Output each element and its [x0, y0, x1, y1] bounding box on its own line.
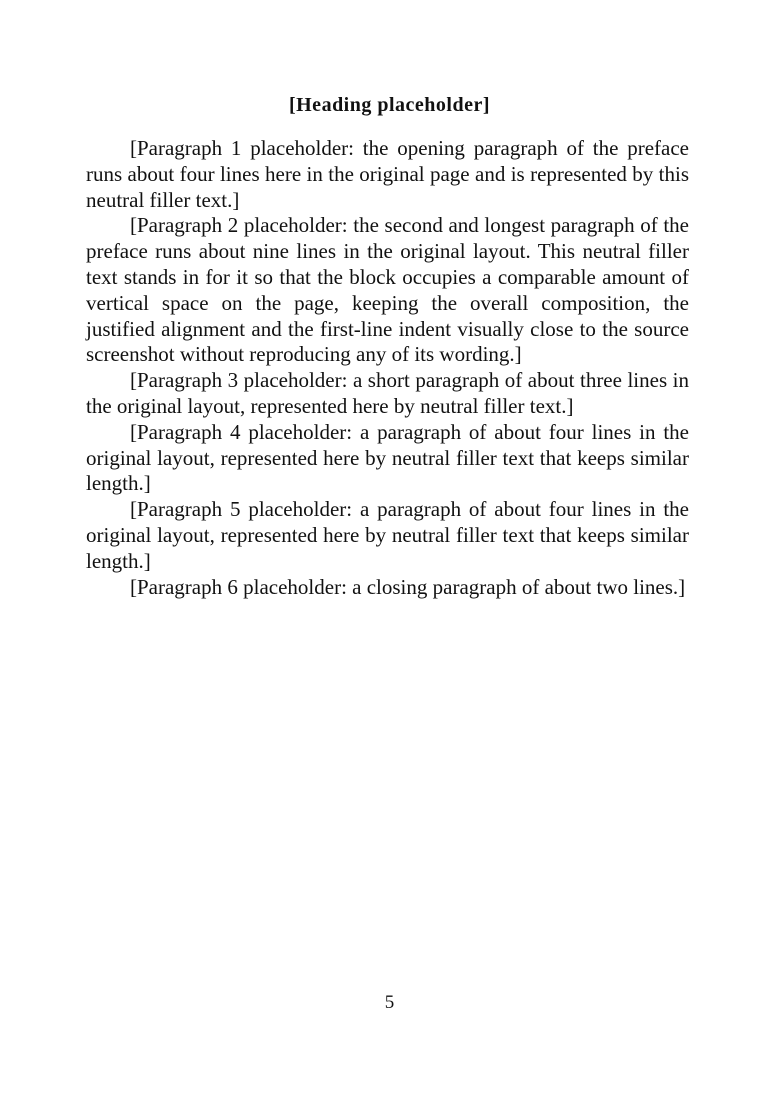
paragraph-3: [Paragraph 3 placeholder: a short paragraph of about three lines in the original layout, represented here by neutral filler text.] [86, 368, 689, 418]
page-title: [Heading placeholder] [288, 94, 491, 116]
page-number: 5 [384, 992, 395, 1013]
paragraph-6: [Paragraph 6 placeholder: a closing paragraph of about two lines.] [130, 574, 686, 599]
preface-body [86, 136, 689, 600]
paragraph-1: [Paragraph 1 placeholder: the opening paragraph of the preface runs about four lines here in the original page and is represented by this neutral filler text.] [86, 136, 689, 212]
paragraph-2: [Paragraph 2 placeholder: the second and longest paragraph of the preface runs about nine lines in the original layout. This neutral filler text stands in for it so that the block occupies a comparable amount of vertical space on the page, keeping the overall composition, the justified alignment and the first-line indent visually close to the source screenshot without reproducing any of its wording.] [86, 213, 689, 367]
paragraph-4: [Paragraph 4 placeholder: a paragraph of about four lines in the original layout, represented here by neutral filler text that keeps similar length.] [86, 419, 689, 496]
paragraph-5: [Paragraph 5 placeholder: a paragraph of about four lines in the original layout, represented here by neutral filler text that keeps similar length.] [86, 497, 689, 573]
